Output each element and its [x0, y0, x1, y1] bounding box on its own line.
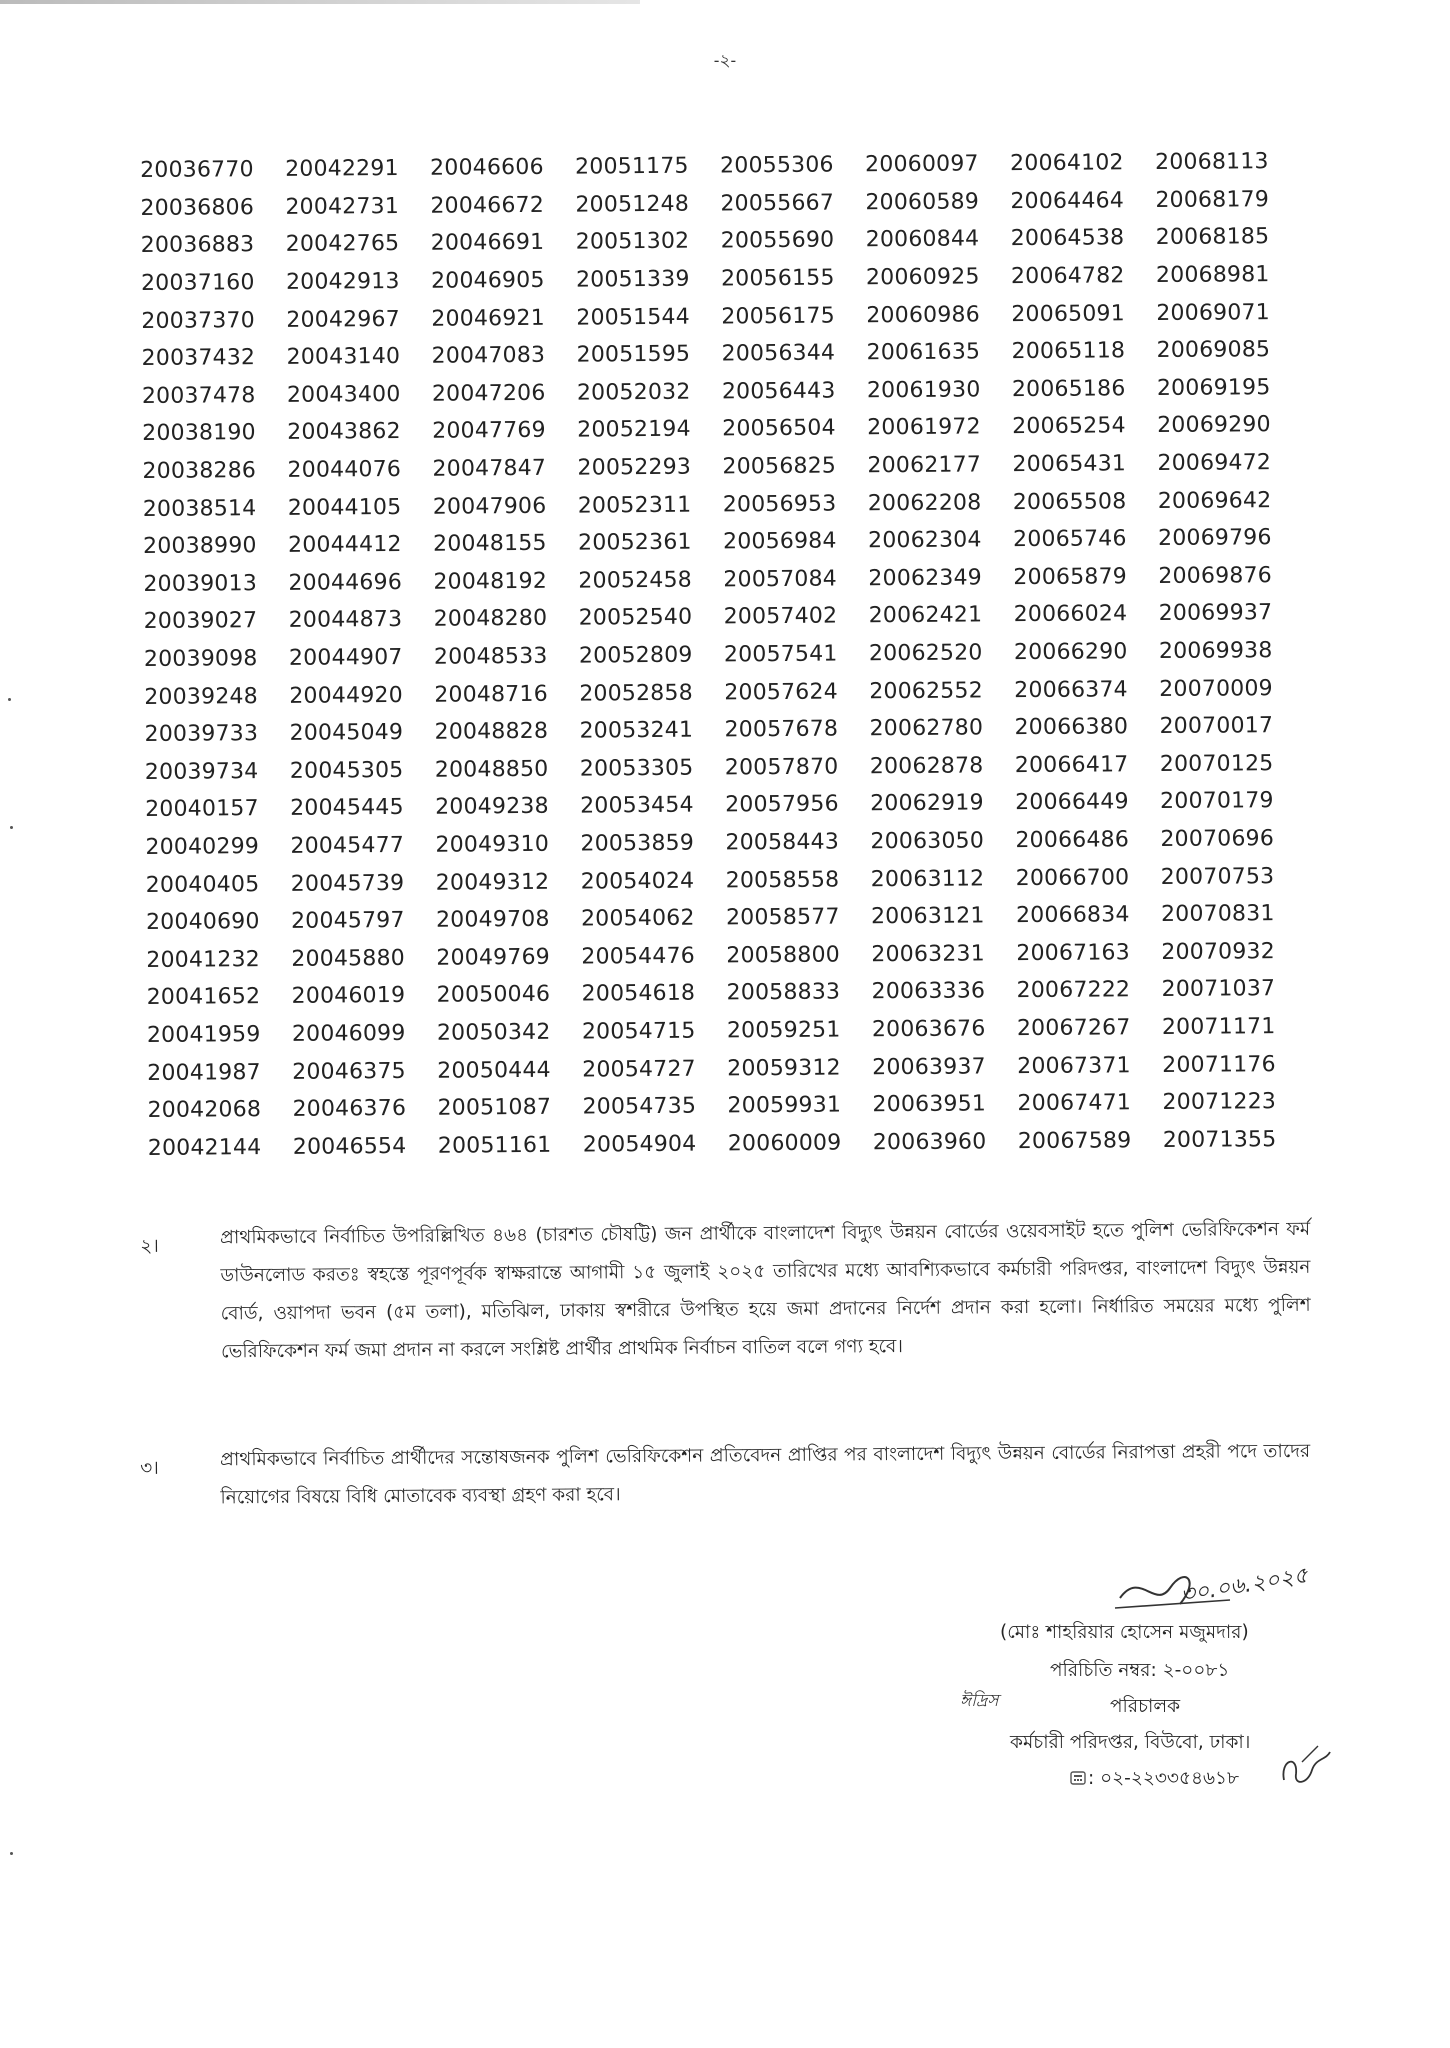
scan-edge	[0, 0, 640, 4]
phone-number: : ০২-২২৩৩৫৪৬১৮	[1088, 1768, 1240, 1789]
roll-number: 20062780	[869, 715, 984, 742]
roll-number: 20048533	[433, 643, 548, 670]
roll-number: 20044696	[288, 569, 403, 596]
roll-number: 20063121	[870, 903, 985, 930]
roll-number: 20045049	[289, 720, 404, 747]
roll-number: 20042967	[286, 306, 400, 333]
roll-number: 20045445	[290, 795, 404, 822]
roll-number: 20047847	[432, 455, 547, 482]
roll-number: 20070932	[1161, 938, 1275, 965]
roll-number: 20068981	[1155, 262, 1270, 289]
roll-number: 20070696	[1160, 826, 1275, 852]
roll-number: 20068179	[1155, 187, 1270, 213]
roll-number: 20052293	[577, 454, 692, 481]
roll-number: 20039733	[144, 721, 259, 748]
roll-number: 20061635	[866, 339, 981, 366]
roll-number: 20056443	[721, 378, 836, 405]
roll-number: 20050046	[436, 982, 551, 1009]
roll-number: 20042291	[285, 156, 399, 183]
roll-number: 20065254	[1012, 413, 1126, 440]
roll-number: 20051087	[437, 1094, 552, 1121]
roll-number: 20065508	[1012, 488, 1127, 515]
roll-number: 20060097	[865, 151, 979, 178]
phone-icon	[1070, 1770, 1086, 1786]
signatory-office: কর্মচারী পরিদপ্তর, বিউবো, ঢাকা।	[1010, 1732, 1251, 1753]
roll-number: 20038286	[142, 458, 257, 485]
roll-number: 20066290	[1013, 639, 1128, 666]
roll-number: 20050444	[437, 1057, 551, 1084]
roll-number: 20069472	[1157, 450, 1272, 477]
roll-number: 20037432	[141, 345, 256, 372]
roll-number: 20044076	[287, 457, 402, 483]
roll-number: 20038190	[142, 420, 256, 447]
roll-number: 20054618	[581, 981, 696, 1007]
roll-number: 20055306	[720, 152, 834, 179]
roll-number: 20052809	[578, 642, 693, 669]
roll-number: 20051339	[575, 266, 690, 293]
roll-number: 20042731	[285, 193, 400, 220]
roll-number: 20046691	[430, 230, 545, 257]
roll-number: 20065186	[1011, 376, 1126, 403]
roll-number: 20046921	[431, 305, 545, 332]
roll-number: 20062878	[869, 753, 984, 780]
table-row	[148, 1120, 1308, 1167]
roll-number: 20067163	[1016, 940, 1130, 966]
roll-number: 20062919	[870, 790, 984, 817]
roll-number: 20064102	[1010, 150, 1124, 177]
roll-number: 20059251	[726, 1017, 841, 1044]
roll-number: 20046376	[292, 1096, 407, 1122]
roll-number: 20048280	[433, 606, 548, 633]
roll-number: 20058577	[725, 904, 840, 931]
roll-number: 20060589	[865, 189, 980, 216]
roll-number: 20053454	[580, 793, 694, 819]
roll-number: 20049310	[435, 831, 550, 858]
roll-number: 20036806	[140, 194, 255, 221]
roll-number: 20051302	[575, 229, 690, 256]
roll-number: 20071223	[1162, 1089, 1277, 1116]
roll-number: 20053241	[579, 717, 694, 744]
signatory-id: পরিচিতি নম্বর: ২-০০৮১	[1050, 1660, 1230, 1681]
roll-number: 20044907	[288, 644, 403, 671]
roll-number: 20054904	[582, 1131, 697, 1158]
roll-number: 20066449	[1015, 789, 1129, 816]
roll-number: 20054024	[580, 868, 695, 895]
roll-number: 20061972	[867, 414, 981, 441]
roll-number: 20042913	[285, 269, 400, 295]
roll-number: 20054715	[581, 1018, 696, 1045]
paragraph-3	[140, 1433, 1311, 1518]
roll-number: 20062552	[869, 678, 983, 704]
roll-number: 20038514	[142, 495, 257, 522]
roll-number: 20046672	[430, 192, 545, 219]
roll-number: 20041652	[146, 984, 261, 1011]
roll-number: 20039248	[144, 683, 258, 710]
roll-number: 20060009	[727, 1130, 842, 1157]
roll-number: 20048716	[434, 681, 548, 708]
roll-number: 20048155	[432, 531, 547, 557]
roll-number: 20062177	[867, 452, 982, 479]
roll-number: 20041232	[146, 946, 261, 973]
roll-number: 20066380	[1014, 714, 1129, 741]
paragraph-text: প্রাথমিকভাবে নির্বাচিত উপরিল্লিখিত ৪৬৪ (চারশত চৌষট্টি) জন প্রার্থীকে বাংলাদেশ বিদ্যুৎ উন্নয়ন বোর্ডের ওয়েবসাইট হতে পুলিশ ভেরিফিকেশন ফর্ম ডাউনলোড করতঃ স্বহস্তে পূরণপূর্বক স্বাক্ষরান্তে আগামী ১৫ জুলাই ২০২৫ তারিখের মধ্যে আবশ্যিকভাবে কর্মচারী পরিদপ্তর, বাংলাদেশ বিদ্যুৎ উন্নয়ন বোর্ড, ওয়াপদা ভবন (৫ম তলা), মতিঝিল, ঢাকায় স্বশরীরে উপস্থিত হয়ে জমা প্রদানের নির্দেশ প্রদান করা হলো। নির্ধারিত সময়ের মধ্যে পুলিশ ভেরিফিকেশন ফর্ম জমা প্রদান না করলে সংশ্লিষ্ট প্রার্থীর প্রাথমিক নির্বাচন বাতিল বলে গণ্য হবে।	[220, 1218, 1311, 1363]
roll-number: 20044105	[287, 494, 402, 521]
roll-number: 20064464	[1010, 188, 1125, 215]
roll-number: 20043140	[286, 344, 401, 371]
roll-number: 20037370	[141, 307, 256, 334]
roll-number: 20052311	[577, 492, 692, 519]
roll-number: 20066417	[1014, 752, 1129, 778]
roll-number: 20064782	[1010, 263, 1125, 290]
roll-number: 20067267	[1016, 1015, 1131, 1042]
roll-number: 20057084	[723, 566, 838, 593]
roll-number: 20045477	[290, 832, 405, 859]
roll-number: 20062349	[868, 565, 983, 592]
roll-number: 20063112	[870, 865, 985, 892]
roll-number: 20059931	[727, 1092, 842, 1119]
roll-number: 20053305	[579, 755, 694, 782]
roll-number: 20071176	[1162, 1051, 1276, 1078]
roll-number: 20058800	[726, 942, 841, 969]
roll-number: 20044920	[289, 682, 403, 709]
roll-number: 20069195	[1156, 374, 1271, 401]
roll-number: 20066700	[1015, 864, 1130, 891]
roll-number: 20063960	[872, 1129, 987, 1156]
roll-number: 20057956	[725, 791, 839, 818]
roll-number: 20069642	[1157, 487, 1272, 514]
roll-number: 20051544	[576, 304, 690, 331]
roll-number: 20039013	[143, 570, 258, 597]
roll-number: 20054727	[582, 1056, 696, 1083]
paragraph-2	[140, 1211, 1311, 1372]
roll-number: 20052032	[576, 379, 691, 406]
roll-number: 20049238	[435, 794, 549, 821]
roll-number: 20060844	[865, 226, 980, 253]
roll-number: 20069085	[1156, 337, 1271, 364]
roll-number: 20065091	[1011, 300, 1125, 327]
roll-number: 20066374	[1014, 676, 1128, 703]
roll-number: 20048192	[433, 568, 548, 595]
scan-speck	[8, 698, 11, 701]
roll-number: 20063951	[872, 1091, 987, 1118]
roll-number: 20052194	[577, 417, 691, 444]
roll-number: 20039027	[143, 608, 258, 635]
roll-number: 20055667	[720, 190, 835, 217]
roll-number: 20061930	[866, 377, 981, 404]
signatory-phone	[1070, 1764, 1239, 1795]
roll-number: 20067371	[1017, 1052, 1131, 1079]
roll-number: 20049769	[436, 944, 551, 971]
roll-number: 20063676	[871, 1016, 986, 1043]
roll-number: 20038990	[143, 533, 257, 560]
roll-number: 20045797	[290, 908, 405, 935]
roll-number: 20049312	[435, 869, 550, 896]
signature-date: ৩০.০৬.২০২৫	[1179, 1563, 1310, 1608]
roll-number: 20065431	[1012, 451, 1127, 478]
roll-number: 20054476	[581, 943, 696, 970]
roll-number: 20040299	[145, 834, 260, 860]
roll-number: 20065746	[1012, 526, 1127, 553]
roll-number: 20056344	[721, 340, 836, 367]
roll-number: 20062208	[867, 490, 982, 516]
roll-number: 20051248	[575, 191, 690, 218]
roll-number: 20069876	[1158, 562, 1273, 589]
roll-number: 20047769	[432, 418, 546, 445]
signatory-title: পরিচালক	[1110, 1696, 1181, 1717]
scan-speck	[10, 1852, 13, 1855]
roll-number: 20063336	[871, 978, 986, 1005]
initial-signature-flourish	[1278, 1740, 1334, 1790]
paragraph-text: প্রাথমিকভাবে নির্বাচিত প্রার্থীদের সন্তোষজনক পুলিশ ভেরিফিকেশন প্রতিবেদন প্রাপ্তির পর বাংলাদেশ বিদ্যুৎ উন্নয়ন বোর্ডের নিরাপত্তা প্রহরী পদে তাদের নিয়োগের বিষয়ে বিধি মোতাবেক ব্যবস্থা গ্রহণ করা হবে।	[220, 1440, 1311, 1509]
roll-number: 20062421	[868, 602, 983, 629]
roll-number: 20066486	[1015, 827, 1130, 854]
roll-number: 20054062	[580, 905, 695, 932]
roll-number: 20051161	[437, 1132, 552, 1159]
roll-number: 20041987	[147, 1059, 261, 1086]
roll-number: 20052361	[577, 529, 692, 556]
roll-number: 20071171	[1161, 1014, 1276, 1040]
roll-number: 20045880	[291, 945, 406, 972]
roll-number: 20040690	[145, 909, 260, 936]
roll-number: 20065879	[1013, 564, 1128, 590]
roll-number: 20069290	[1157, 412, 1271, 439]
roll-number: 20066024	[1013, 601, 1128, 628]
roll-number: 20055690	[720, 228, 835, 254]
roll-number: 20057624	[724, 679, 838, 706]
roll-number: 20051175	[575, 153, 689, 180]
roll-number: 20057402	[723, 603, 838, 630]
roll-number: 20058443	[725, 829, 840, 856]
roll-number: 20051595	[576, 341, 691, 368]
roll-number: 20058833	[726, 979, 841, 1006]
roll-number: 20057870	[724, 754, 839, 781]
roll-number: 20070009	[1159, 675, 1273, 702]
roll-number: 20042144	[147, 1134, 262, 1161]
roll-number: 20064538	[1010, 225, 1125, 252]
roll-number: 20071037	[1161, 976, 1276, 1003]
roll-number: 20044412	[287, 532, 402, 559]
roll-number: 20043862	[287, 419, 401, 446]
signatory-name: (মোঃ শাহরিয়ার হোসেন মজুমদার)	[1000, 1622, 1249, 1643]
roll-number: 20052458	[578, 567, 693, 594]
roll-number: 20048828	[434, 719, 549, 745]
roll-number: 20067589	[1017, 1127, 1132, 1154]
roll-number: 20036883	[140, 232, 255, 259]
roll-number: 20056155	[720, 265, 835, 292]
roll-number: 20046375	[292, 1058, 406, 1085]
roll-number: 20063231	[871, 941, 985, 968]
roll-number: 20063937	[872, 1053, 986, 1080]
roll-number: 20070179	[1160, 788, 1274, 815]
roll-number: 20060986	[866, 302, 980, 328]
roll-number: 20046019	[291, 983, 406, 1010]
roll-number: 20065118	[1011, 338, 1126, 365]
roll-number: 20069071	[1156, 299, 1270, 326]
roll-number: 20068185	[1155, 224, 1270, 251]
roll-number: 20069937	[1158, 600, 1273, 627]
roll-number: 20060925	[865, 264, 980, 291]
paragraph-number: ৩।	[140, 1457, 159, 1479]
roll-number: 20046606	[430, 155, 544, 182]
roll-number-table	[140, 143, 1308, 1167]
roll-number: 20041959	[146, 1022, 261, 1048]
signature-mark	[1110, 1560, 1340, 1620]
roll-number: 20058558	[725, 867, 840, 893]
roll-number: 20045739	[290, 870, 405, 897]
roll-number: 20052858	[579, 680, 693, 707]
roll-number: 20056825	[722, 453, 837, 480]
roll-number: 20045305	[289, 757, 404, 784]
page-number: -২-	[713, 51, 737, 70]
roll-number: 20066834	[1015, 902, 1130, 929]
roll-number: 20070125	[1159, 750, 1274, 777]
roll-number: 20046905	[430, 267, 545, 294]
roll-number: 20056504	[722, 415, 836, 442]
roll-number: 20050342	[436, 1019, 551, 1046]
roll-number: 20056984	[722, 528, 837, 555]
roll-number: 20053859	[580, 830, 695, 857]
roll-number: 20069938	[1158, 638, 1273, 665]
roll-number: 20056953	[722, 491, 837, 518]
roll-number: 20056175	[721, 303, 835, 330]
roll-number: 20049708	[435, 906, 550, 933]
roll-number: 20057541	[723, 641, 838, 668]
roll-number: 20046099	[291, 1020, 406, 1047]
roll-number: 20067471	[1017, 1090, 1132, 1117]
roll-number: 20047906	[432, 493, 547, 520]
roll-number: 20042068	[147, 1097, 262, 1124]
roll-number: 20042765	[285, 231, 400, 258]
scan-speck	[10, 826, 13, 829]
roll-number: 20039734	[144, 758, 259, 785]
roll-number: 20063050	[870, 828, 985, 855]
roll-number: 20040405	[145, 871, 260, 898]
roll-number: 20036770	[140, 157, 254, 184]
roll-number: 20070017	[1159, 713, 1274, 740]
roll-number: 20037478	[141, 382, 256, 409]
roll-number: 20039098	[143, 646, 258, 672]
roll-number: 20070753	[1160, 863, 1275, 890]
roll-number: 20046554	[292, 1133, 407, 1160]
roll-number: 20047206	[431, 380, 546, 407]
roll-number: 20069796	[1157, 525, 1272, 552]
roll-number: 20071355	[1162, 1126, 1277, 1153]
roll-number: 20040157	[145, 796, 259, 823]
initials-mark: ঈদ্রিস	[960, 1691, 999, 1711]
roll-number: 20048850	[434, 756, 549, 783]
roll-number: 20037160	[140, 270, 255, 297]
roll-number: 20044873	[288, 607, 403, 634]
roll-number: 20057678	[724, 716, 839, 743]
roll-number: 20054735	[582, 1093, 697, 1120]
roll-number: 20062520	[868, 640, 983, 667]
roll-number: 20047083	[431, 343, 546, 369]
roll-number: 20062304	[867, 527, 982, 554]
roll-number: 20059312	[727, 1055, 841, 1081]
paragraph-number: ২।	[140, 1235, 159, 1257]
roll-number: 20067222	[1016, 977, 1131, 1004]
roll-number: 20068113	[1155, 149, 1269, 176]
roll-number: 20052540	[578, 605, 693, 631]
roll-number: 20043400	[286, 381, 401, 408]
roll-number: 20070831	[1160, 901, 1275, 928]
